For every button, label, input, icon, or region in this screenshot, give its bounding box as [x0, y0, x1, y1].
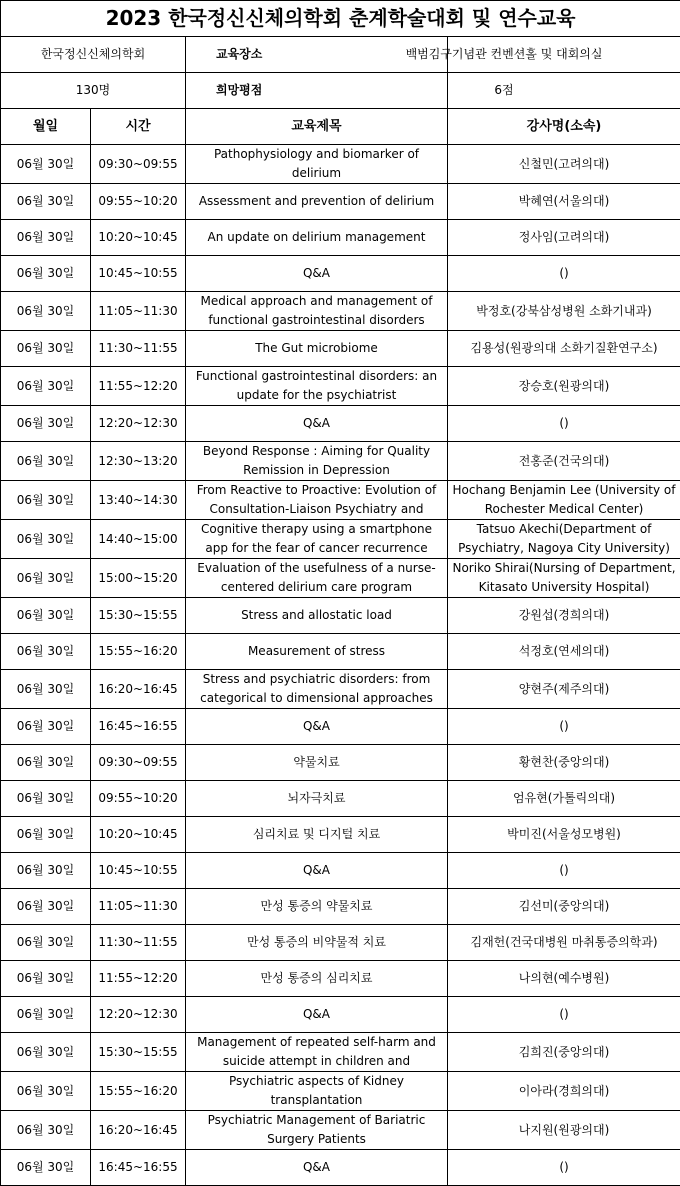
row-title	[186, 1033, 448, 1072]
table-row	[1, 853, 680, 889]
row-title-text: The Gut microbiome	[188, 339, 445, 358]
table-row	[1, 781, 680, 817]
row-time: 11:30~11:55	[91, 925, 186, 961]
row-title-text: Cognitive therapy using a smartphone app for the fear of cancer recurrence	[188, 520, 445, 558]
row-title	[186, 1072, 448, 1111]
row-title	[186, 145, 448, 184]
venue-label: 교육장소	[186, 37, 448, 73]
row-speaker	[448, 256, 680, 292]
row-time: 16:20~16:45	[91, 670, 186, 709]
row-title-text: Q&A	[188, 264, 445, 283]
table-row	[1, 997, 680, 1033]
table-row	[1, 184, 680, 220]
row-title-text: 약물치료	[188, 753, 445, 772]
table-row	[1, 481, 680, 520]
row-date: 06월 30일	[1, 709, 91, 745]
row-title-text: 만성 통증의 심리치료	[188, 969, 445, 988]
row-time: 10:20~10:45	[91, 220, 186, 256]
capacity: 130명	[1, 73, 186, 109]
row-date: 06월 30일	[1, 961, 91, 997]
row-title-text: Functional gastrointestinal disorders: an update for the psychiatrist	[188, 367, 445, 405]
page-title: 2023 한국정신신체의학회 춘계학술대회 및 연수교육	[1, 1, 680, 37]
row-speaker-text: 박정호(강북삼성병원 소화기내과)	[450, 302, 678, 321]
info-row-credits	[1, 73, 680, 109]
row-title-text: Q&A	[188, 1158, 445, 1177]
row-time: 12:20~12:30	[91, 997, 186, 1033]
table-row	[1, 256, 680, 292]
table-row	[1, 145, 680, 184]
row-title	[186, 634, 448, 670]
row-title	[186, 961, 448, 997]
row-title	[186, 520, 448, 559]
row-speaker-text: 강원섭(경희의대)	[450, 606, 678, 625]
row-title	[186, 781, 448, 817]
row-date: 06월 30일	[1, 997, 91, 1033]
table-row	[1, 817, 680, 853]
row-speaker	[448, 1033, 680, 1072]
row-date: 06월 30일	[1, 670, 91, 709]
row-time: 09:55~10:20	[91, 184, 186, 220]
row-title	[186, 997, 448, 1033]
row-date: 06월 30일	[1, 1111, 91, 1150]
row-speaker	[448, 817, 680, 853]
row-speaker-text: 나지원(원광의대)	[450, 1121, 678, 1140]
row-speaker-text: Hochang Benjamin Lee (University of Rochester Medical Center)	[450, 481, 678, 519]
row-time: 15:30~15:55	[91, 598, 186, 634]
table-row	[1, 1072, 680, 1111]
row-speaker	[448, 559, 680, 598]
row-time: 11:30~11:55	[91, 331, 186, 367]
row-date: 06월 30일	[1, 1150, 91, 1186]
row-time: 14:40~15:00	[91, 520, 186, 559]
row-time: 09:55~10:20	[91, 781, 186, 817]
row-title-text: Measurement of stress	[188, 642, 445, 661]
row-speaker	[448, 520, 680, 559]
row-time: 11:55~12:20	[91, 961, 186, 997]
row-date: 06월 30일	[1, 853, 91, 889]
table-row	[1, 331, 680, 367]
row-title-text: Psychiatric Management of Bariatric Surgery Patients	[188, 1111, 445, 1149]
row-title	[186, 256, 448, 292]
row-time: 10:20~10:45	[91, 817, 186, 853]
row-title-text: 뇌자극치료	[188, 789, 445, 808]
row-title-text: Q&A	[188, 414, 445, 433]
row-date: 06월 30일	[1, 1072, 91, 1111]
row-title-text: Q&A	[188, 1005, 445, 1024]
row-title-text: 만성 통증의 비약물적 치료	[188, 933, 445, 952]
row-speaker-text: 장승호(원광의대)	[450, 377, 678, 396]
row-speaker-text: ()	[450, 861, 678, 880]
row-title	[186, 292, 448, 331]
table-row	[1, 292, 680, 331]
row-speaker-text: ()	[450, 264, 678, 283]
row-title-text: 심리치료 및 디지털 치료	[188, 825, 445, 844]
row-date: 06월 30일	[1, 256, 91, 292]
table-row	[1, 559, 680, 598]
row-speaker	[448, 331, 680, 367]
row-speaker-text: 나의현(예수병원)	[450, 969, 678, 988]
row-title-text: Stress and psychiatric disorders: from categorical to dimensional approaches	[188, 670, 445, 708]
row-title	[186, 220, 448, 256]
row-time: 15:55~16:20	[91, 1072, 186, 1111]
row-title-text: Management of repeated self-harm and suicide attempt in children and	[188, 1033, 445, 1071]
row-title	[186, 1111, 448, 1150]
row-speaker	[448, 367, 680, 406]
row-date: 06월 30일	[1, 598, 91, 634]
row-speaker	[448, 481, 680, 520]
row-speaker-text: 전홍준(건국의대)	[450, 452, 678, 471]
credits-value: 6점	[388, 73, 621, 109]
row-speaker	[448, 1150, 680, 1186]
row-speaker-text: 석정호(연세의대)	[450, 642, 678, 661]
row-speaker	[448, 406, 680, 442]
table-row	[1, 367, 680, 406]
row-speaker-text: 양현주(제주의대)	[450, 680, 678, 699]
table-row	[1, 961, 680, 997]
row-speaker-text: Noriko Shirai(Nursing of Department, Kitasato University Hospital)	[450, 559, 678, 597]
row-speaker	[448, 1072, 680, 1111]
row-title-text: An update on delirium management	[188, 228, 445, 247]
table-row	[1, 598, 680, 634]
row-time: 15:00~15:20	[91, 559, 186, 598]
row-date: 06월 30일	[1, 184, 91, 220]
header-row	[1, 109, 680, 145]
row-title-text: Pathophysiology and biomarker of delirium	[188, 145, 445, 183]
row-speaker-text: Tatsuo Akechi(Department of Psychiatry, Nagoya City University)	[450, 520, 678, 558]
row-title	[186, 1150, 448, 1186]
row-title-text: Assessment and prevention of delirium	[188, 192, 445, 211]
table-row	[1, 1150, 680, 1186]
table-row	[1, 634, 680, 670]
row-time: 16:45~16:55	[91, 1150, 186, 1186]
row-speaker	[448, 781, 680, 817]
row-title	[186, 670, 448, 709]
row-date: 06월 30일	[1, 745, 91, 781]
row-date: 06월 30일	[1, 817, 91, 853]
row-title	[186, 817, 448, 853]
row-speaker	[448, 997, 680, 1033]
row-date: 06월 30일	[1, 367, 91, 406]
row-title-text: Evaluation of the usefulness of a nurse-centered delirium care program	[188, 559, 445, 597]
row-title	[186, 925, 448, 961]
table-row	[1, 406, 680, 442]
row-title	[186, 745, 448, 781]
row-time: 13:40~14:30	[91, 481, 186, 520]
row-speaker	[448, 220, 680, 256]
row-title-text: Stress and allostatic load	[188, 606, 445, 625]
row-title	[186, 184, 448, 220]
row-date: 06월 30일	[1, 292, 91, 331]
row-speaker	[448, 634, 680, 670]
organizer: 한국정신신체의학회	[1, 37, 186, 73]
row-speaker	[448, 889, 680, 925]
row-title-text: Beyond Response : Aiming for Quality Remission in Depression	[188, 442, 445, 480]
row-title-text: Medical approach and management of functional gastrointestinal disorders	[188, 292, 445, 330]
table-row	[1, 670, 680, 709]
row-time: 15:30~15:55	[91, 1033, 186, 1072]
row-title	[186, 406, 448, 442]
row-date: 06월 30일	[1, 406, 91, 442]
row-speaker-text: ()	[450, 717, 678, 736]
row-date: 06월 30일	[1, 559, 91, 598]
row-speaker-text: 박혜연(서울의대)	[450, 192, 678, 211]
row-time: 09:30~09:55	[91, 745, 186, 781]
row-title	[186, 331, 448, 367]
table-row	[1, 889, 680, 925]
table-row	[1, 520, 680, 559]
table-row	[1, 442, 680, 481]
row-date: 06월 30일	[1, 481, 91, 520]
header-speaker: 강사명(소속)	[448, 109, 680, 145]
row-time: 11:05~11:30	[91, 889, 186, 925]
row-time: 16:45~16:55	[91, 709, 186, 745]
row-speaker-text: ()	[450, 414, 678, 433]
row-time: 11:05~11:30	[91, 292, 186, 331]
table-row	[1, 709, 680, 745]
row-speaker	[448, 709, 680, 745]
row-time: 15:55~16:20	[91, 634, 186, 670]
title-row	[1, 1, 680, 37]
row-time: 11:55~12:20	[91, 367, 186, 406]
header-title: 교육제목	[186, 109, 448, 145]
row-speaker-text: 김용성(원광의대 소화기질환연구소)	[450, 339, 678, 358]
row-date: 06월 30일	[1, 889, 91, 925]
row-time: 12:20~12:30	[91, 406, 186, 442]
table-row	[1, 925, 680, 961]
row-time: 09:30~09:55	[91, 145, 186, 184]
row-title	[186, 853, 448, 889]
row-speaker	[448, 598, 680, 634]
header-date: 월일	[1, 109, 91, 145]
row-speaker-text: 김선미(중앙의대)	[450, 897, 678, 916]
table-row	[1, 220, 680, 256]
row-speaker	[448, 292, 680, 331]
row-title	[186, 709, 448, 745]
row-title	[186, 367, 448, 406]
row-speaker-text: 신철민(고려의대)	[450, 155, 678, 174]
table-row	[1, 1111, 680, 1150]
row-title	[186, 442, 448, 481]
row-speaker-text: 정사임(고려의대)	[450, 228, 678, 247]
row-time: 10:45~10:55	[91, 256, 186, 292]
row-speaker	[448, 1111, 680, 1150]
row-date: 06월 30일	[1, 145, 91, 184]
row-title-text: Q&A	[188, 861, 445, 880]
row-speaker-text: ()	[450, 1158, 678, 1177]
row-speaker-text: ()	[450, 1005, 678, 1024]
row-title-text: Q&A	[188, 717, 445, 736]
row-time: 16:20~16:45	[91, 1111, 186, 1150]
row-speaker	[448, 145, 680, 184]
header-time: 시간	[91, 109, 186, 145]
row-date: 06월 30일	[1, 925, 91, 961]
venue-value: 백범김구기념관 컨벤션홀 및 대회의실	[388, 37, 621, 73]
row-date: 06월 30일	[1, 331, 91, 367]
row-speaker	[448, 853, 680, 889]
row-speaker	[448, 442, 680, 481]
row-title-text: Psychiatric aspects of Kidney transplantation	[188, 1072, 445, 1110]
row-speaker	[448, 745, 680, 781]
row-title	[186, 889, 448, 925]
row-date: 06월 30일	[1, 781, 91, 817]
row-speaker-text: 이아라(경희의대)	[450, 1082, 678, 1101]
row-title-text: From Reactive to Proactive: Evolution of Consultation-Liaison Psychiatry and	[188, 481, 445, 519]
row-time: 12:30~13:20	[91, 442, 186, 481]
row-date: 06월 30일	[1, 1033, 91, 1072]
row-speaker	[448, 184, 680, 220]
row-time: 10:45~10:55	[91, 853, 186, 889]
row-date: 06월 30일	[1, 220, 91, 256]
row-title	[186, 559, 448, 598]
row-date: 06월 30일	[1, 520, 91, 559]
row-title	[186, 481, 448, 520]
row-speaker-text: 김재헌(건국대병원 마취통증의학과)	[450, 933, 678, 952]
info-row-venue	[1, 37, 680, 73]
row-date: 06월 30일	[1, 442, 91, 481]
row-speaker-text: 김희진(중앙의대)	[450, 1043, 678, 1062]
row-speaker	[448, 961, 680, 997]
row-title	[186, 598, 448, 634]
row-speaker-text: 박미진(서울성모병원)	[450, 825, 678, 844]
row-speaker	[448, 925, 680, 961]
row-speaker	[448, 670, 680, 709]
row-title-text: 만성 통증의 약물치료	[188, 897, 445, 916]
table-row	[1, 1033, 680, 1072]
row-speaker-text: 황현찬(중앙의대)	[450, 753, 678, 772]
table-row	[1, 745, 680, 781]
credits-label: 희망평점	[186, 73, 448, 109]
row-speaker-text: 엄유현(가톨릭의대)	[450, 789, 678, 808]
row-date: 06월 30일	[1, 634, 91, 670]
